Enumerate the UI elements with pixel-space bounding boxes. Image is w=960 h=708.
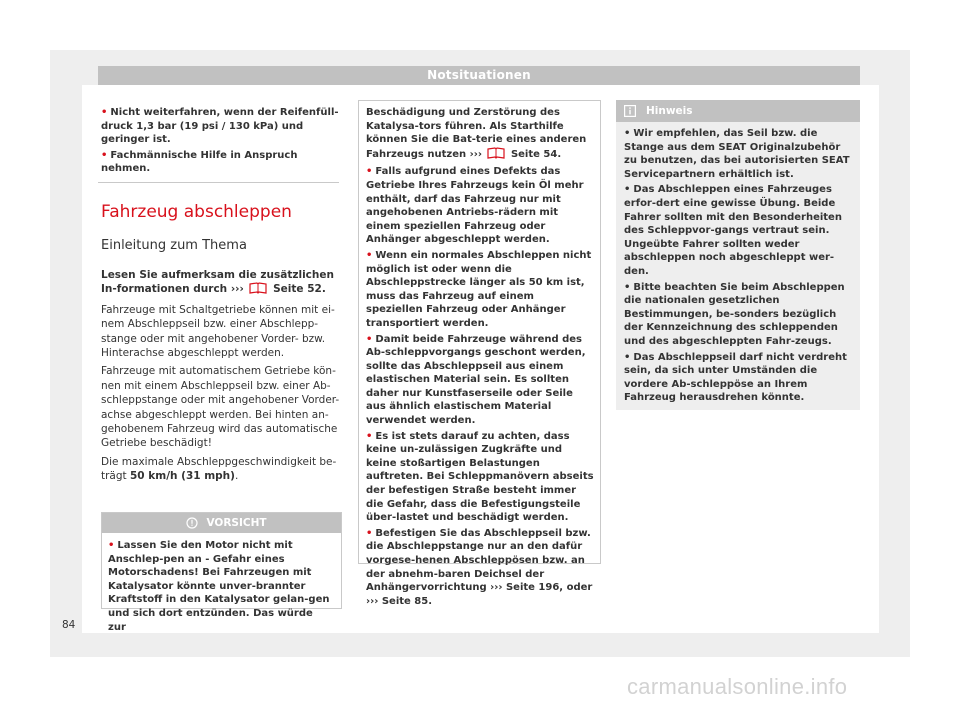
bullet-icon: • xyxy=(624,351,631,363)
list-item: • Befestigen Sie das Abschleppseil bzw. die Abschleppstange nur an den dafür vorgese-henen Abschleppösen bzw. an der abnehm-baren Deichsel der Anhängervorrichtung ››› Seite 196, oder ››› Seite 85. xyxy=(366,527,593,607)
bullet-icon: • xyxy=(624,128,631,139)
cross-reference-arrow[interactable]: ››› xyxy=(469,148,482,160)
page-reference-link[interactable]: ››› Seite 196 xyxy=(490,582,560,594)
bullet-icon: • xyxy=(101,149,108,161)
section-heading: Fahrzeug abschleppen xyxy=(101,202,292,222)
list-item: • Nicht weiterfahren, wenn der Reifenfüll-druck 1,3 bar (19 psi / 130 kPa) und geringer ist. xyxy=(101,107,339,146)
page-number: 84 xyxy=(62,619,76,631)
bullet-icon: • xyxy=(366,333,373,345)
info-icon xyxy=(624,105,636,117)
divider xyxy=(98,182,339,183)
intro-paragraph: Lesen Sie aufmerksam die zusätzlichen In-formationen durch ››› Seite 52. xyxy=(101,268,341,299)
section-header: Notsituationen xyxy=(98,66,860,85)
left-body xyxy=(101,268,341,488)
bullet-icon: • xyxy=(101,107,108,118)
cross-reference-arrow[interactable]: ››› xyxy=(230,283,244,296)
watermark: carmanualsonline.info xyxy=(627,674,848,699)
bullet-icon: • xyxy=(108,540,115,551)
book-warning-icon xyxy=(487,147,505,164)
bullet-icon: • xyxy=(366,430,373,442)
book-warning-icon xyxy=(249,282,267,298)
list-item: • Das Abschleppseil darf nicht verdreht sein, da sich unter Umständen die vordere Ab-schleppöse an Ihrem Fahrzeug herausdrehen könnte. xyxy=(624,351,847,404)
paragraph: Fahrzeuge mit automatischem Getriebe kön-nen mit einem Abschleppseil bzw. einer Ab-schleppstange oder mit angehobener Vorder-achse abgeschleppt werden. Bei hinten an-gehobenem Fahrzeug wird das automatische Getriebe beschädigt! xyxy=(101,365,340,450)
list-item: • Falls aufgrund eines Defekts das Getriebe Ihres Fahrzeugs kein Öl mehr enthält, darf das Fahrzeug nur mit angehobenen Antriebs-rädern mit einem speziellen Fahrzeug oder Anhänger abgeschleppt werden. xyxy=(366,166,584,246)
hint-title: Hinweis xyxy=(646,105,693,117)
bullet-icon: • xyxy=(366,249,373,261)
list-item: • Das Abschleppen eines Fahrzeuges erfor-dert eine gewisse Übung. Beide Fahrer sollten mit den Besonderheiten des Schleppvor-gangs vertraut sein. Ungeübte Fahrer sollten weder abschleppen noch abgeschleppt wer-den. xyxy=(624,184,842,277)
page-reference-link[interactable]: Seite 54 xyxy=(510,148,558,160)
caution-box xyxy=(101,512,342,633)
list-item: • Bitte beachten Sie beim Abschleppen die nationalen gesetzlichen Bestimmungen, be-sonders bezüglich der Kennzeichnung des schleppenden und des abgeschleppten Fahr-zeugs. xyxy=(624,281,845,347)
list-item: • Wenn ein normales Abschleppen nicht möglich ist oder wenn die Abschleppstrecke länger als 50 km ist, muss das Fahrzeug auf einem speziellen Fahrzeug oder Anhänger transportiert werden. xyxy=(366,249,592,329)
caution-header xyxy=(102,513,341,533)
bullet-icon: • xyxy=(624,184,631,196)
list-item: • Es ist stets darauf zu achten, dass keine un-zulässigen Zugkräfte und keine stoßartigen Belastungen auftreten. Bei Schleppmanövern abseits der befestigen Straße besteht immer die Gefahr, dass die Befestigungsteile über-lastet und beschädigt werden. xyxy=(366,430,594,524)
page-reference-link[interactable]: ››› Seite 85 xyxy=(366,595,429,607)
warning-continuation-box xyxy=(358,100,601,607)
bullet-icon: • xyxy=(366,166,373,178)
list-item: • Fachmännische Hilfe in Anspruch nehmen. xyxy=(101,149,298,175)
warning-circle-icon xyxy=(186,517,198,529)
paragraph: Fahrzeuge mit Schaltgetriebe können mit ei-nem Abschleppseil bzw. einer Abschlepp-stange oder mit angehobener Vorder- bzw. Hinterachse abgeschleppt werden. xyxy=(101,303,335,360)
caution-title: VORSICHT xyxy=(206,517,267,529)
list-item: Beschädigung und Zerstörung des Katalysa-tors führen. Als Starthilfe können Sie die Bat-terie eines anderen Fahrzeugs nutzen ››› Seite 54. xyxy=(366,106,594,163)
page-reference-link[interactable]: Seite 52 xyxy=(273,283,322,296)
list-item: • Lassen Sie den Motor nicht mit Anschlep-pen an - Gefahr eines Motorschadens! Bei Fahrzeugen mit Katalysator könnte unver-brannter Kraftstoff in den Katalysator gelan-gen und sich dort entzünden. Das würde zur xyxy=(108,540,330,633)
hint-box xyxy=(616,100,860,410)
section-subheading: Einleitung zum Thema xyxy=(101,238,247,253)
bullet-icon: • xyxy=(366,527,373,539)
list-item: • Wir empfehlen, das Seil bzw. die Stange aus dem SEAT Originalzubehör zu benutzen, das bei autorisierten SEAT Servicepartnern erhältlich ist. xyxy=(624,128,850,180)
hint-header xyxy=(616,100,860,122)
left-top-bullets xyxy=(101,106,339,176)
bullet-icon: • xyxy=(624,281,631,293)
list-item: • Damit beide Fahrzeuge während des Ab-schleppvorgangs geschont werden, sollte das Abschleppseil aus einem elastischen Material sein. Es sollten daher nur Kunstfaserseile oder Seile aus ähnlich elastischem Material verwendet werden. xyxy=(366,333,586,427)
paragraph: Die maximale Abschleppgeschwindigkeit be-trägt 50 km/h (31 mph). xyxy=(101,455,337,483)
